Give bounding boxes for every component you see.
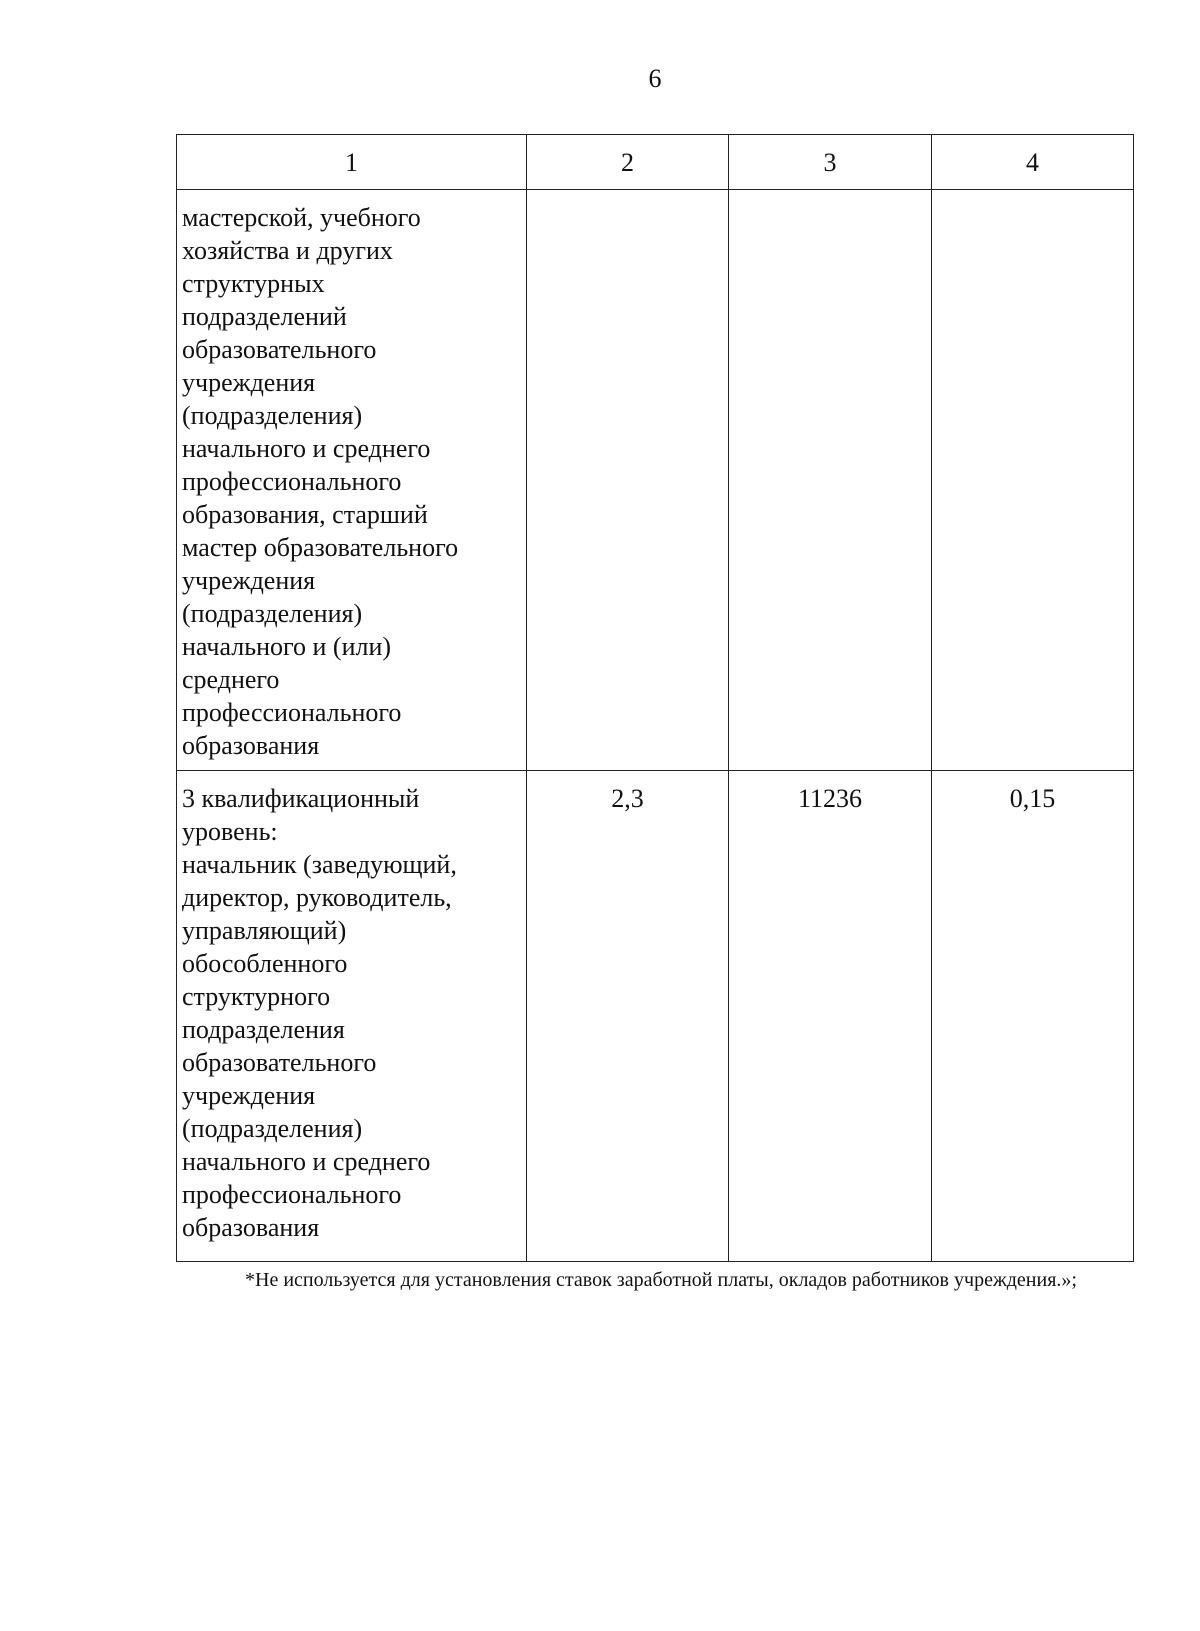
salary-table bbox=[176, 134, 1134, 1262]
position-description: 3 квалификационный уровень: начальник (заведующий, директор, руководитель, управляющий) обособленного структурного подразделения образовательного учреждения (подразделения) начального и среднего профессионального образования bbox=[182, 784, 457, 1242]
cell-value: 11236 bbox=[797, 784, 863, 813]
table-cell-col2 bbox=[527, 771, 729, 1262]
column-header-1: 1 bbox=[177, 135, 527, 190]
cell-value bbox=[527, 190, 728, 201]
page-number: 6 bbox=[648, 64, 662, 93]
column-header-3: 3 bbox=[729, 135, 932, 190]
table-row bbox=[177, 771, 1134, 1262]
table-cell-col4 bbox=[932, 771, 1134, 1262]
table-row bbox=[177, 190, 1134, 771]
column-header-2: 2 bbox=[527, 135, 729, 190]
cell-value: 0,15 bbox=[1009, 784, 1056, 813]
column-header-4: 4 bbox=[932, 135, 1134, 190]
table-header-row bbox=[177, 135, 1134, 190]
table-cell-position bbox=[177, 771, 527, 1262]
cell-value bbox=[932, 190, 1133, 201]
table-cell-position bbox=[177, 190, 527, 771]
table-cell-col2 bbox=[527, 190, 729, 771]
footnote: *Не используется для установления ставок заработной платы, окладов работников учреждения.»; bbox=[245, 1269, 1077, 1291]
position-description: мастерской, учебного хозяйства и других структурных подразделений образовательного учреждения (подразделения) начального и среднего профессионального образования, старший мастер образовательного учреждения (подразделения) начального и (или) среднего профессионального образования bbox=[182, 203, 459, 760]
cell-value: 2,3 bbox=[611, 784, 644, 813]
table-cell-col4 bbox=[932, 190, 1134, 771]
cell-value bbox=[729, 190, 931, 201]
table-cell-col3 bbox=[729, 771, 932, 1262]
table-cell-col3 bbox=[729, 190, 932, 771]
